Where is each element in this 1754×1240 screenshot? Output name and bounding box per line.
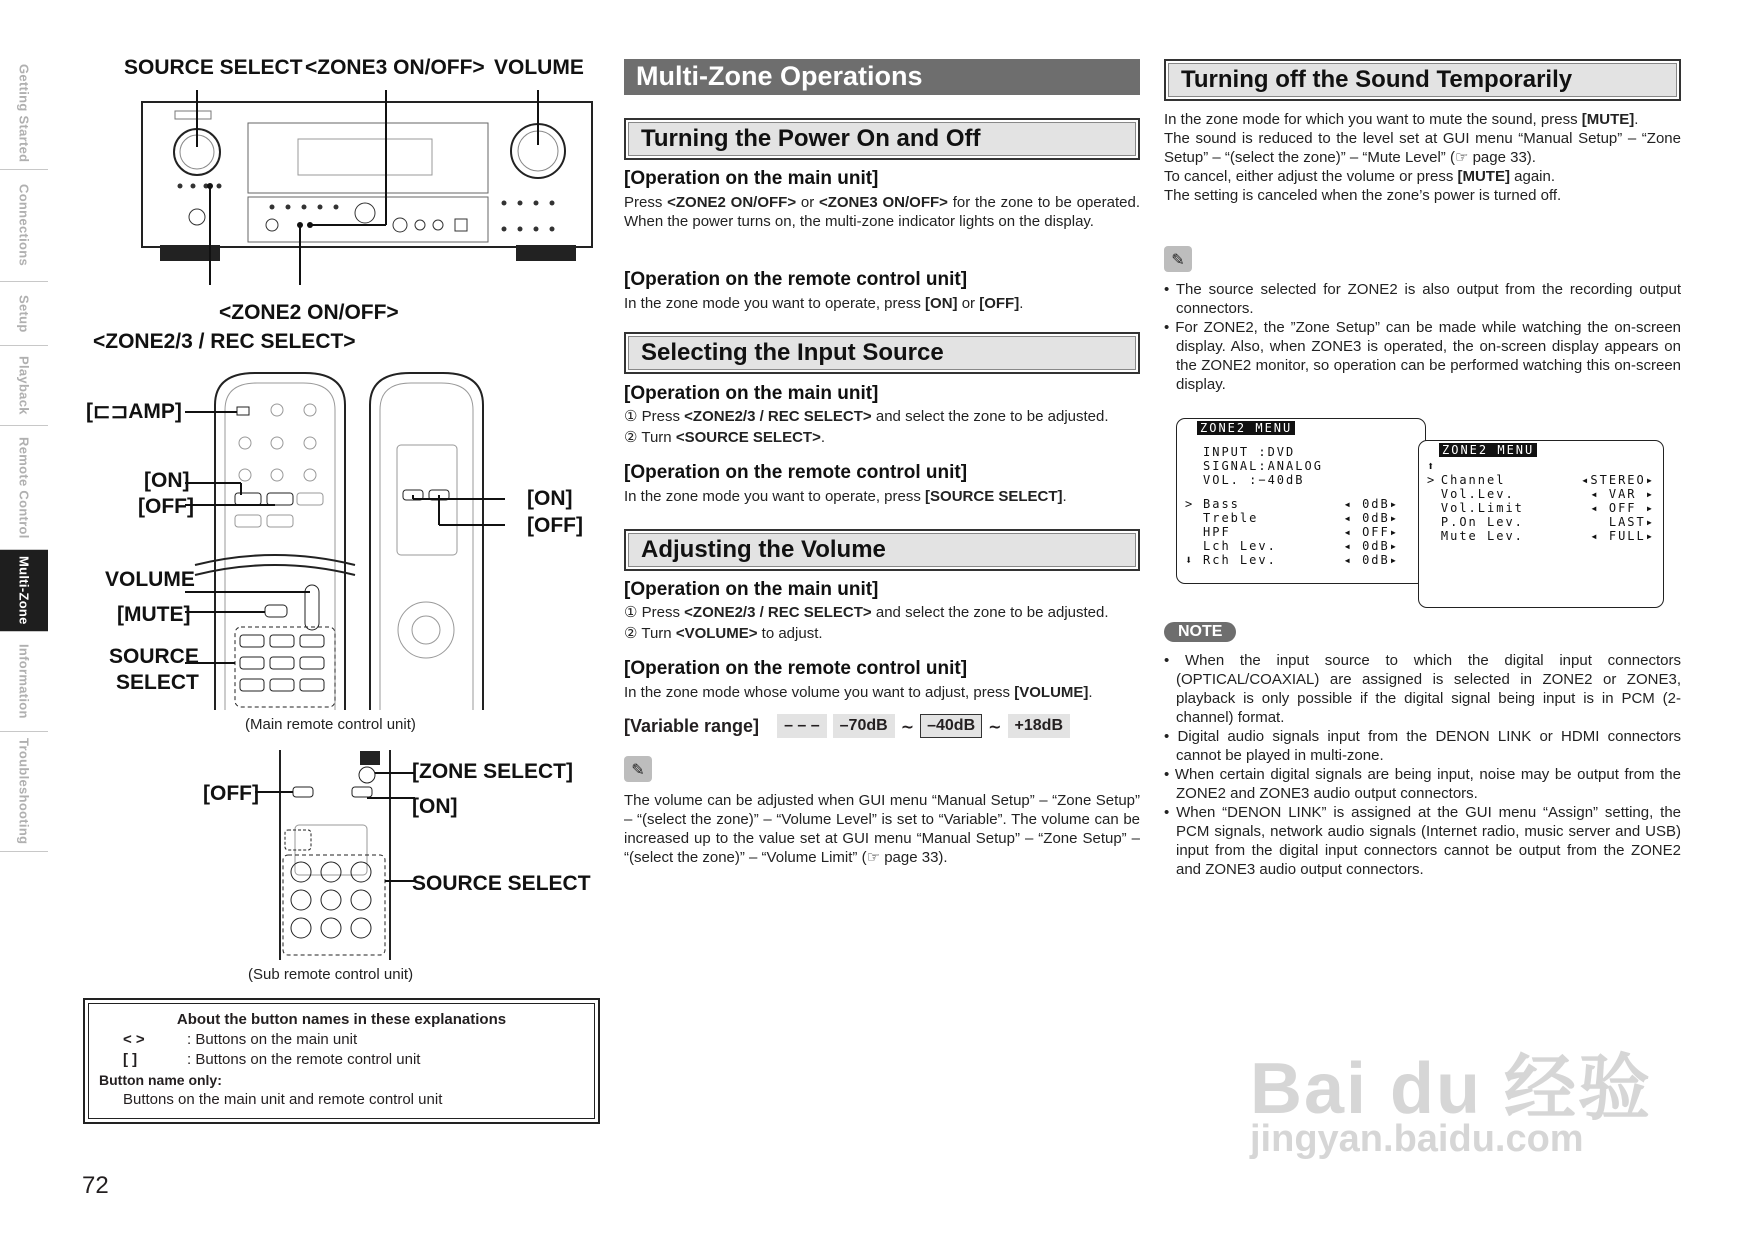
label-sub-on: [ON]	[412, 795, 458, 818]
mute-p1: In the zone mode for which you want to mute the sound, press [MUTE].	[1164, 111, 1639, 128]
tab-multi-zone[interactable]: Multi-Zone	[0, 550, 48, 632]
osd-left-item-lch[interactable]: Lch Lev. ◂ 0dB▸	[1203, 539, 1399, 553]
note-item-3: • When certain digital signals are being input, noise may be output from the ZONE2 and ZONE3 audio output connectors.	[1164, 766, 1681, 802]
mute-body	[1164, 110, 1681, 205]
tab-information[interactable]: Information	[0, 632, 48, 732]
osd-left-item-rch[interactable]: ⬇ Rch Lev. ◂ 0dB▸	[1185, 553, 1399, 567]
label-mute: [MUTE]	[117, 603, 191, 626]
info-row3-head: Button name only:	[99, 1072, 222, 1088]
osd-right-item-vol-limit[interactable]: Vol.Limit ◂ OFF ▸	[1440, 501, 1655, 515]
label-source-select-l1: SOURCE	[109, 645, 199, 668]
tab-setup[interactable]: Setup	[0, 282, 48, 346]
osd-left-item-bass[interactable]: > Bass ◂ 0dB▸	[1185, 497, 1399, 511]
power-main-unit-heading: [Operation on the main unit]	[624, 168, 879, 189]
label-on: [ON]	[144, 469, 190, 492]
main-remote-illustration	[185, 365, 505, 715]
range-default: –40dB	[920, 714, 982, 738]
input-main-unit-heading: [Operation on the main unit]	[624, 383, 879, 404]
amp-icon: [⊏⊐	[86, 400, 129, 423]
mute-p2: The sound is reduced to the level set at GUI menu “Manual Setup” – “Zone Setup” – “(select the zone)” – “Mute Level” (☞ page 33).	[1164, 130, 1681, 166]
mute-p4: The setting is canceled when the zone’s power is turned off.	[1164, 187, 1562, 204]
osd-right-item-vol-lev[interactable]: Vol.Lev. ◂ VAR ▸	[1440, 487, 1655, 501]
label-zone3-onoff: <ZONE3 ON/OFF>	[305, 56, 485, 79]
input-step-1: ① Press <ZONE2/3 / REC SELECT> and select the zone to be adjusted.	[624, 408, 1109, 425]
caption-main-remote: (Main remote control unit)	[245, 716, 416, 733]
power-remote-heading: [Operation on the remote control unit]	[624, 269, 968, 290]
tab-playback[interactable]: Playback	[0, 346, 48, 426]
mute-bullets	[1164, 280, 1681, 394]
label-zone-select: [ZONE SELECT]	[412, 760, 573, 783]
page-title: Multi-Zone Operations	[624, 59, 1140, 95]
range-min: –70dB	[833, 714, 895, 738]
info-box-title: About the button names in these explanations	[176, 1011, 507, 1028]
mute-bullet-1: • The source selected for ZONE2 is also output from the recording output connectors.	[1164, 281, 1681, 317]
osd-right-item-channel[interactable]: > Channel ◂STEREO▸	[1427, 473, 1655, 487]
power-remote-text: In the zone mode you want to operate, press [ON] or [OFF].	[624, 295, 1024, 312]
memo-pencil-icon: ✎	[624, 756, 652, 782]
osd-zone2-menu-right: ZONE2 MENU ⬆ > Channel ◂STEREO▸ Vol.Lev. ◂ VAR ▸ Vol.Limit ◂ OFF ▸ P.On Lev. LAST▸ Mute Lev. ◂ FULL▸	[1418, 440, 1664, 608]
section-power-header: Turning the Power On and Off	[624, 118, 1140, 160]
label-on-right: [ON]	[527, 487, 573, 510]
label-zone23-rec-select: <ZONE2/3 / REC SELECT>	[93, 330, 356, 353]
label-off-right: [OFF]	[527, 514, 583, 537]
section-volume-header: Adjusting the Volume	[624, 529, 1140, 571]
section-mute-header: Turning off the Sound Temporarily	[1164, 59, 1681, 101]
osd-right-items	[1427, 473, 1655, 543]
volume-note: The volume can be adjusted when GUI menu “Manual Setup” – “Zone Setup” – “(select the zone)” – “Volume Level” is set to “Variable”. The volume can be increased up to the value set at GUI menu “Manual Setup” – “Zone Setup” – “(select the zone)” – “Volume Limit” (☞ page 33).	[624, 792, 1140, 866]
input-remote-heading: [Operation on the remote control unit]	[624, 462, 968, 483]
watermark-url: jingyan.baidu.com	[1250, 1118, 1584, 1160]
osd-right-item-mute-lev[interactable]: Mute Lev. ◂ FULL▸	[1440, 529, 1655, 543]
info-row-main-unit: < > : Buttons on the main unit	[123, 1031, 358, 1048]
watermark-logo: Bai du 经验	[1250, 1049, 1653, 1129]
osd-zone2-menu-left: ZONE2 MENU INPUT :DVD SIGNAL:ANALOG VOL. :−40dB > Bass ◂ 0dB▸ Treble ◂ 0dB▸ HPF ◂ OFF▸ Lch Lev. ◂ 0dB▸ ⬇ Rch Lev. ◂ 0dB▸	[1176, 418, 1426, 584]
label-source-select: SOURCE SELECT	[124, 56, 303, 79]
volume-remote-heading: [Operation on the remote control unit]	[624, 658, 968, 679]
main-unit-illustration	[130, 85, 610, 285]
notes-list	[1164, 651, 1681, 879]
osd-left-item-treble[interactable]: Treble ◂ 0dB▸	[1203, 511, 1399, 525]
label-remote-volume: VOLUME	[105, 568, 195, 591]
input-remote-text: In the zone mode you want to operate, press [SOURCE SELECT].	[624, 488, 1067, 505]
osd-left-status: INPUT :DVD SIGNAL:ANALOG VOL. :−40dB	[1203, 445, 1323, 487]
variable-range-label: [Variable range]	[624, 715, 760, 736]
caption-sub-remote: (Sub remote control unit)	[248, 966, 414, 983]
info-row3-text: Buttons on the main unit and remote control unit	[123, 1091, 443, 1108]
page-number: 72	[82, 1172, 109, 1199]
label-sub-source-select: SOURCE SELECT	[412, 872, 591, 895]
range-sep-2: ~	[988, 716, 1002, 736]
section-input-header: Selecting the Input Source	[624, 332, 1140, 374]
side-tabs	[0, 58, 48, 852]
mute-bullet-2: • For ZONE2, the ”Zone Setup” can be made while watching the on-screen display. Also, when ZONE3 is operated, the on-screen display appears on the ZONE2 monitor, so operation can be performed watching this on-screen display.	[1164, 319, 1681, 393]
tab-connections[interactable]: Connections	[0, 170, 48, 282]
memo-pencil-icon-2: ✎	[1164, 246, 1192, 272]
note-badge: NOTE	[1164, 622, 1236, 642]
volume-step-2: ② Turn <VOLUME> to adjust.	[624, 625, 823, 642]
power-main-unit-text: Press <ZONE2 ON/OFF> or <ZONE3 ON/OFF> for the zone to be operated. When the power turns on, the multi-zone indicator lights on the display.	[624, 194, 1141, 230]
range-min-off: – – –	[777, 714, 827, 738]
volume-main-unit-heading: [Operation on the main unit]	[624, 579, 879, 600]
label-amp: [⊏⊐AMP]	[86, 400, 182, 423]
volume-remote-text: In the zone mode whose volume you want to adjust, press [VOLUME].	[624, 684, 1093, 701]
note-item-2: • Digital audio signals input from the DENON LINK or HDMI connectors cannot be played in multi-zone.	[1164, 728, 1681, 764]
variable-range-row	[624, 714, 1070, 738]
osd-left-items	[1185, 497, 1417, 567]
range-max: +18dB	[1008, 714, 1070, 738]
note-item-1: • When the input source to which the digital input connectors (OPTICAL/COAXIAL) are assigned is selected in ZONE2 or ZONE3, playback is only possible if the digital signal being input is in PCM (2-channel) format.	[1164, 652, 1681, 726]
info-row-remote: [ ] : Buttons on the remote control unit	[123, 1051, 421, 1068]
label-source-select-l2: SELECT	[116, 671, 199, 694]
volume-step-1: ① Press <ZONE2/3 / REC SELECT> and select the zone to be adjusted.	[624, 604, 1109, 621]
input-step-2: ② Turn <SOURCE SELECT>.	[624, 429, 826, 446]
tab-troubleshooting[interactable]: Troubleshooting	[0, 732, 48, 852]
tab-remote-control[interactable]: Remote Control	[0, 426, 48, 550]
button-names-info-box	[83, 998, 600, 1124]
label-off: [OFF]	[138, 495, 194, 518]
tab-getting-started[interactable]: Getting Started	[0, 58, 48, 170]
mute-p3: To cancel, either adjust the volume or press [MUTE] again.	[1164, 168, 1556, 185]
range-sep-1: ~	[900, 716, 915, 736]
label-sub-off: [OFF]	[203, 782, 259, 805]
osd-right-item-pon-lev[interactable]: P.On Lev. LAST▸	[1440, 515, 1655, 529]
sub-remote-illustration	[255, 745, 415, 965]
osd-left-item-hpf[interactable]: HPF ◂ OFF▸	[1203, 525, 1399, 539]
note-item-4: • When “DENON LINK” is assigned at the GUI menu “Assign” setting, the PCM signals, network audio signals (Internet radio, music server and USB) input from the digital input connectors cannot be output from the ZONE2 and ZONE3 audio output connectors.	[1164, 804, 1681, 878]
label-volume: VOLUME	[494, 56, 584, 79]
label-zone2-onoff: <ZONE2 ON/OFF>	[219, 301, 399, 324]
